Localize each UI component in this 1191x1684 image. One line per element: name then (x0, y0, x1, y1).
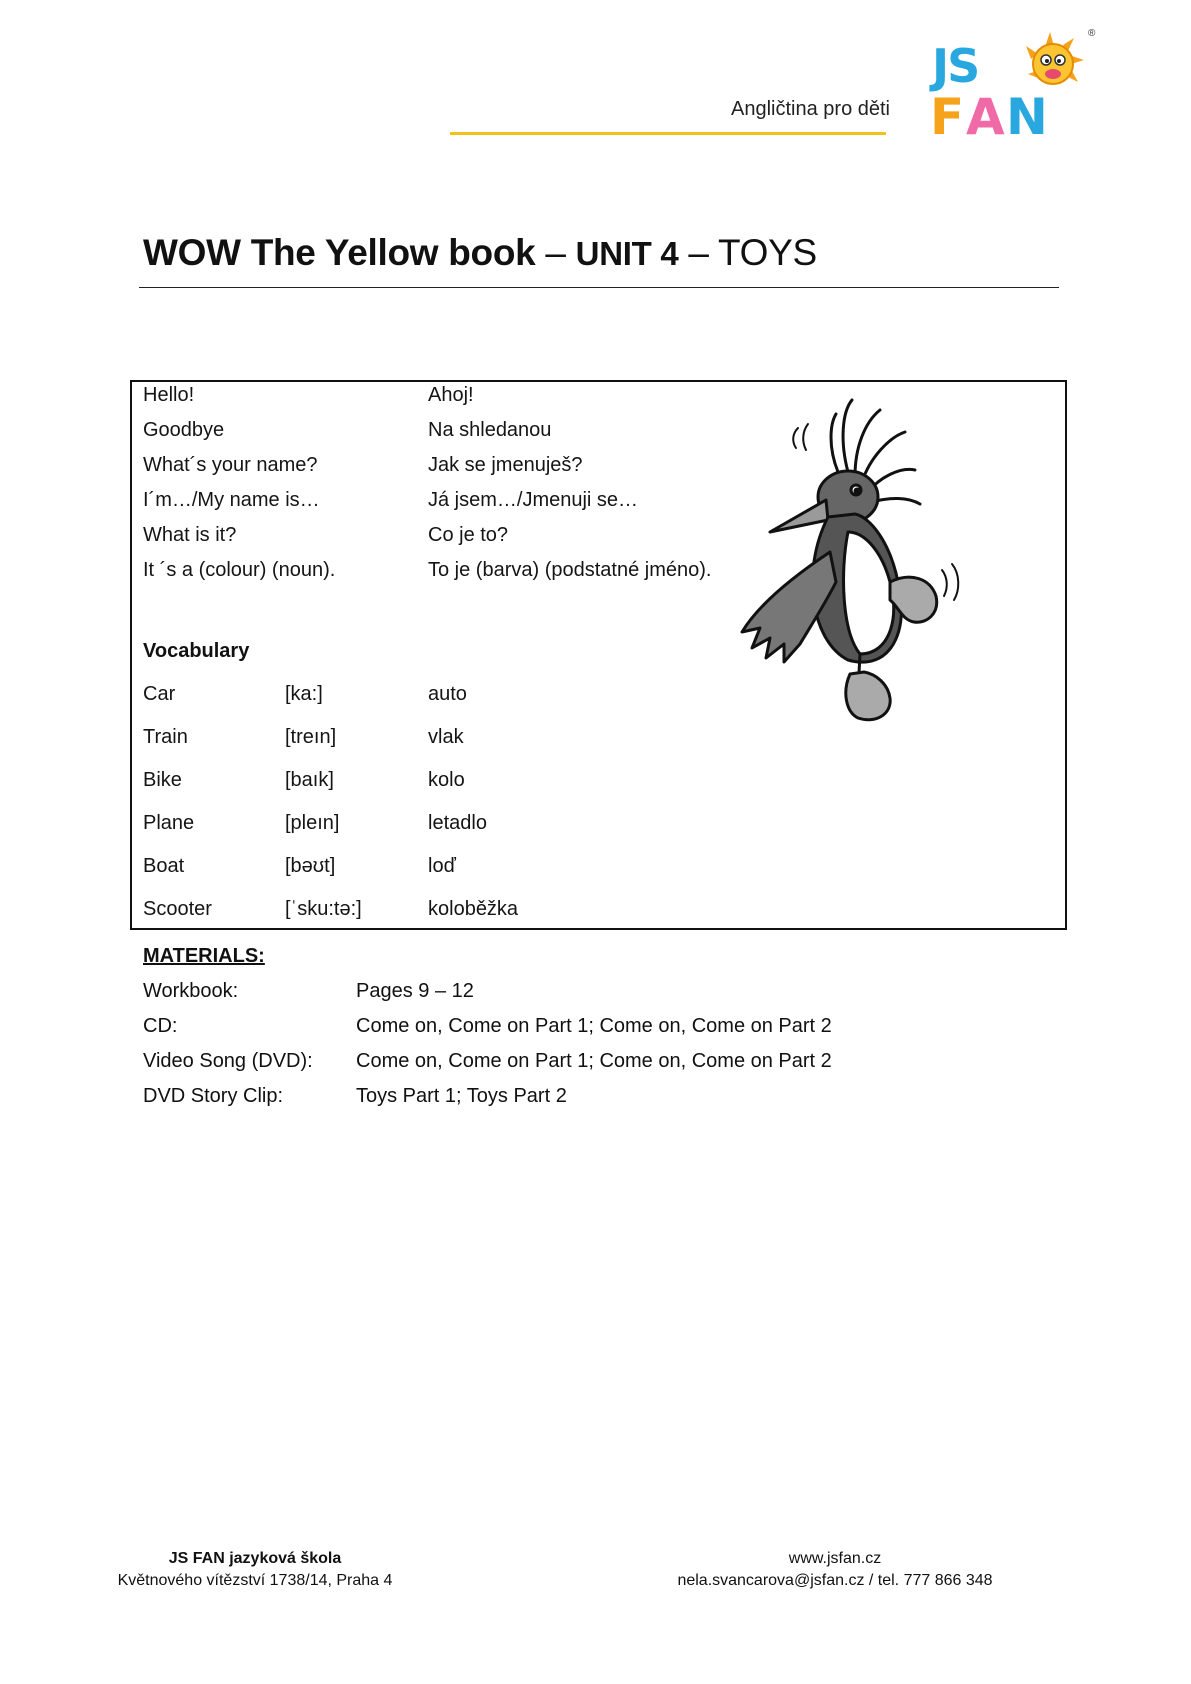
title-separator: – (678, 232, 718, 273)
footer-website: www.jsfan.cz (788, 1550, 882, 1567)
title-divider (139, 287, 1059, 288)
vocab-ipa: [ˈsku:tə:] (285, 898, 362, 920)
phrase-en: Goodbye (143, 419, 225, 441)
vocab-cz: koloběžka (428, 898, 519, 920)
vocab-ipa: [treın] (285, 726, 337, 748)
jsfan-logo (928, 22, 1098, 140)
material-value: Pages 9 – 12 (356, 980, 474, 1002)
phrase-cz: To je (barva) (podstatné jméno). (428, 559, 712, 581)
phrase-cz: Ahoj! (428, 384, 474, 406)
title-topic: TOYS (717, 232, 817, 273)
phrase-en: What´s your name? (143, 454, 318, 476)
vocab-word: Train (143, 726, 188, 748)
vocab-cz: loď (428, 855, 456, 877)
vocab-cz: vlak (428, 726, 464, 748)
vocab-word: Bike (143, 769, 182, 791)
materials-heading: MATERIALS: (143, 945, 265, 967)
header-subtitle: Angličtina pro děti (731, 98, 890, 120)
magpie-illustration (730, 392, 970, 732)
title-separator: – (535, 232, 576, 273)
phrase-cz: Já jsem…/Jmenuji se… (428, 489, 639, 511)
phrase-cz: Na shledanou (428, 419, 552, 441)
vocab-cz: auto (428, 683, 467, 705)
vocab-ipa: [baık] (285, 769, 334, 791)
phrase-cz: Jak se jmenuješ? (428, 454, 583, 476)
title-unit: UNIT 4 (575, 235, 679, 272)
vocab-ipa: [bəʊt] (285, 855, 336, 877)
vocab-word: Car (143, 683, 176, 705)
vocab-ipa: [pleın] (285, 812, 340, 834)
material-label: CD: (143, 1015, 178, 1037)
footer-contact: nela.svancarova@jsfan.cz / tel. 777 866 348 (677, 1572, 993, 1589)
phrase-en: What is it? (143, 524, 237, 546)
footer-address: Květnového vítězství 1738/14, Praha 4 (117, 1572, 393, 1589)
material-value: Toys Part 1; Toys Part 2 (356, 1085, 567, 1107)
box-border-left (130, 380, 132, 680)
vocab-word: Scooter (143, 898, 212, 920)
material-label: Workbook: (143, 980, 239, 1002)
logo-text-f: F (930, 88, 965, 140)
vocab-word: Boat (143, 855, 185, 877)
material-value: Come on, Come on Part 1; Come on, Come on Part 2 (356, 1015, 832, 1037)
vocab-cz: letadlo (428, 812, 487, 834)
title-book: WOW The Yellow book (143, 232, 536, 273)
vocab-word: Plane (143, 812, 195, 834)
logo-text-n: N (1006, 88, 1048, 140)
sun-icon (1026, 32, 1084, 84)
phrase-en: I´m…/My name is… (143, 489, 320, 511)
vocab-ipa: [ka:] (285, 683, 323, 705)
phrase-en: It ´s a (colour) (noun). (143, 559, 336, 581)
logo-text-a: A (966, 88, 1005, 140)
logo-text-js: JS (932, 39, 979, 93)
box-border-bottom (130, 928, 1067, 930)
registered-mark: ® (1088, 28, 1096, 39)
material-value: Come on, Come on Part 1; Come on, Come on Part 2 (356, 1050, 832, 1072)
footer-school-name: JS FAN jazyková škola (168, 1550, 342, 1567)
material-label: DVD Story Clip: (143, 1085, 284, 1107)
material-label: Video Song (DVD): (143, 1050, 313, 1072)
header-divider (450, 132, 886, 135)
phrase-cz: Co je to? (428, 524, 509, 546)
page-title (143, 232, 817, 274)
vocabulary-heading: Vocabulary (143, 640, 250, 662)
box-border-right (1065, 380, 1067, 930)
box-border-top (130, 380, 1067, 382)
vocab-cz: kolo (428, 769, 465, 791)
box-border-left (130, 678, 132, 930)
phrase-en: Hello! (143, 384, 195, 406)
